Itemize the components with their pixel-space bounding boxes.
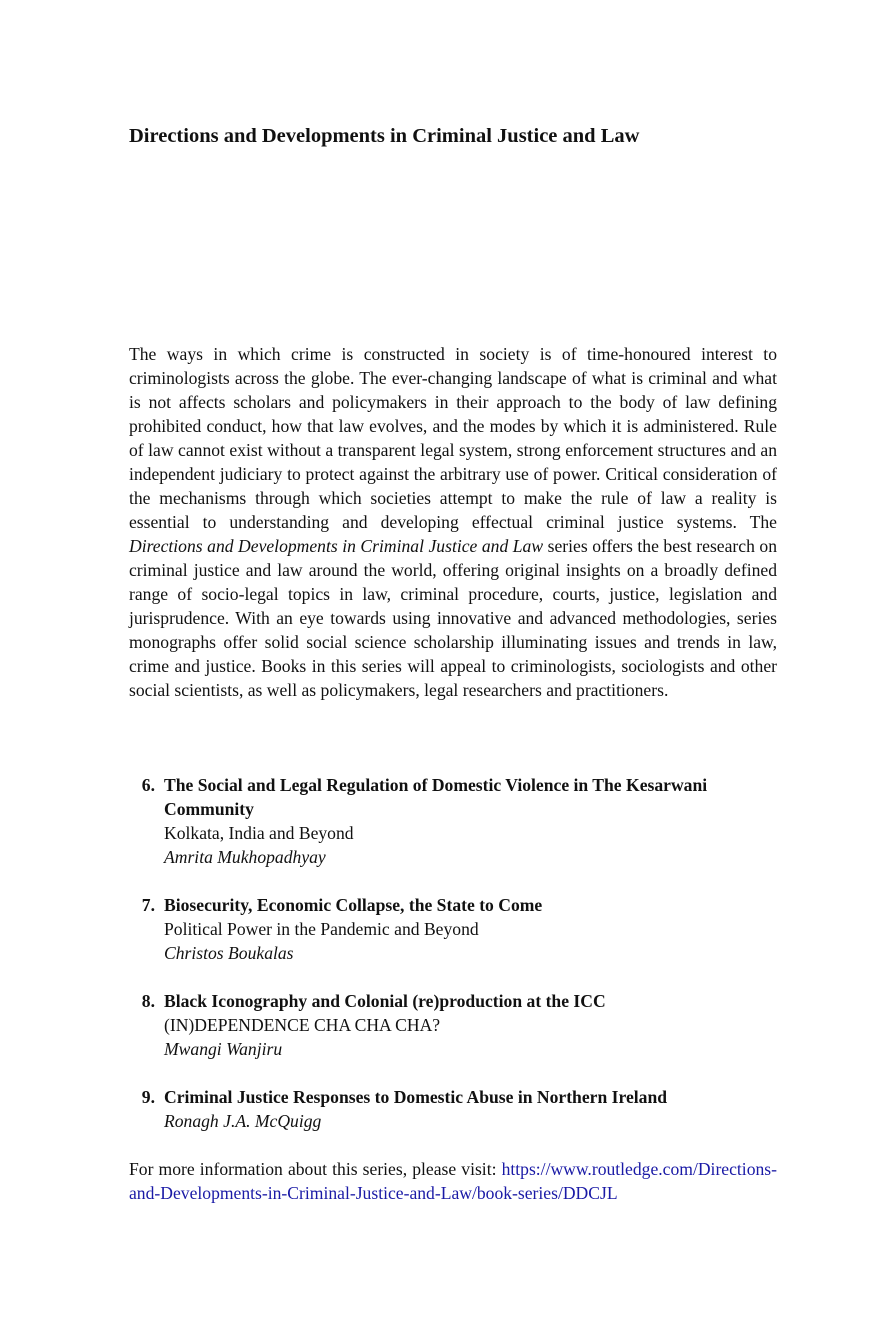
book-subtitle: Political Power in the Pandemic and Beyond bbox=[164, 919, 479, 939]
description-text-start: The ways in which crime is constructed in society is of time-honoured interest to criminologists across the globe. The ever-changing landscape of what is criminal and what is not affects scholars and policymakers in their approach to the body of law defining prohibited conduct, how that law evolves, and the modes by which it is administered. Rule of law cannot exist without a transparent legal system, strong enforcement structures and an independent judiciary to protect against the arbitrary use of power. Critical consideration of the mechanisms through which societies attempt to make the rule of law a reality is essential to understanding and developing effectual criminal justice systems. The bbox=[129, 344, 777, 532]
book-author: Christos Boukalas bbox=[164, 943, 294, 963]
book-list bbox=[129, 773, 777, 1133]
book-number: 8. bbox=[141, 991, 155, 1011]
book-title: The Social and Legal Regulation of Domestic Violence in The Kesarwani Community bbox=[164, 775, 708, 819]
series-title: Directions and Developments in Criminal Justice and Law bbox=[129, 125, 640, 147]
book-subtitle: (IN)DEPENDENCE CHA CHA CHA? bbox=[164, 1015, 441, 1035]
description-text-end: series offers the best research on criminal justice and law around the world, offering original insights on a broadly defined range of socio-legal topics in law, criminal procedure, courts, justice, legislation and jurisprudence. With an eye towards using innovative and advanced methodologies, series monographs offer solid social science scholarship illuminating issues and trends in law, crime and justice. Books in this series will appeal to criminologists, sociologists and other social scientists, as well as policymakers, legal researchers and practitioners. bbox=[129, 536, 778, 700]
book-subtitle: Kolkata, India and Beyond bbox=[164, 823, 354, 843]
book-title: Biosecurity, Economic Collapse, the State to Come bbox=[164, 895, 543, 915]
description-series-name: Directions and Developments in Criminal Justice and Law bbox=[129, 536, 544, 556]
series-website-link[interactable]: https://www.routledge.com/Directions-and-Developments-in-Criminal-Justice-and-Law/book-series/DDCJL bbox=[129, 1159, 777, 1203]
book-list-item bbox=[129, 1085, 777, 1133]
book-title: Criminal Justice Responses to Domestic Abuse in Northern Ireland bbox=[164, 1087, 668, 1107]
more-info-text: For more information about this series, please visit: bbox=[129, 1159, 502, 1179]
book-author: Amrita Mukhopadhyay bbox=[164, 847, 326, 867]
more-info bbox=[129, 1157, 777, 1205]
book-author: Ronagh J.A. McQuigg bbox=[164, 1111, 322, 1131]
book-title: Black Iconography and Colonial (re)production at the ICC bbox=[164, 991, 606, 1011]
series-description bbox=[129, 342, 777, 702]
book-number: 6. bbox=[141, 775, 155, 795]
book-list-item bbox=[129, 989, 777, 1061]
book-number: 9. bbox=[141, 1087, 155, 1107]
book-author: Mwangi Wanjiru bbox=[164, 1039, 283, 1059]
book-number: 7. bbox=[141, 895, 155, 915]
book-list-item bbox=[129, 773, 777, 869]
book-list-item bbox=[129, 893, 777, 965]
